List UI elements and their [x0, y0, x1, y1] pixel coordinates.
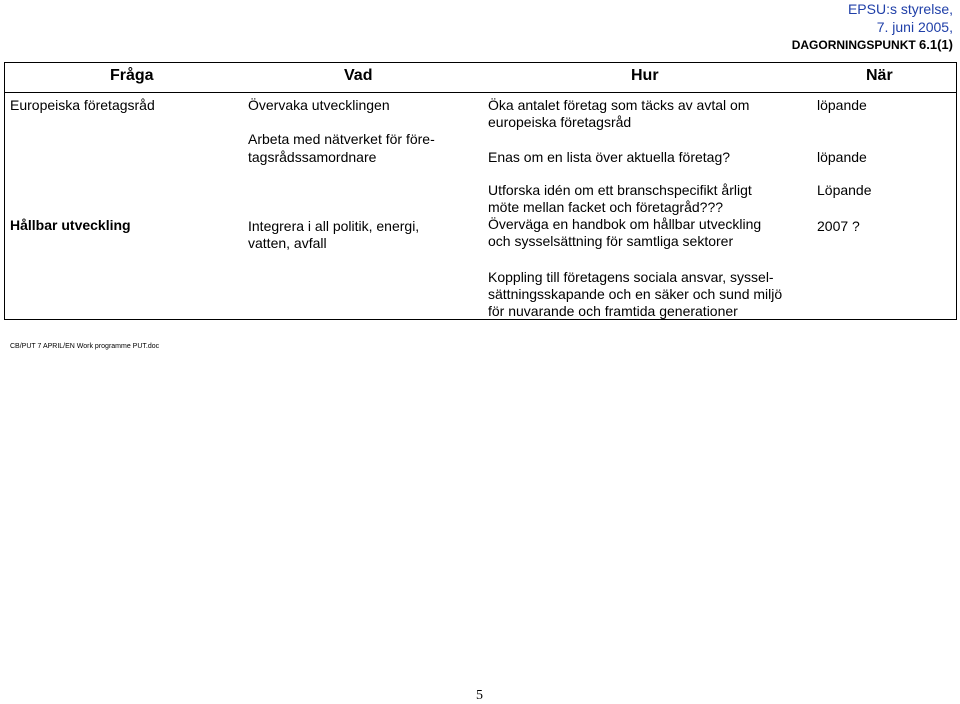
row2-hur-2a: Överväga en handbok om hållbar utveckling: [488, 216, 762, 232]
column-header-nar: När: [866, 67, 893, 84]
row2-hur-3b: sättningsskapande och en säker och sund miljö: [488, 286, 783, 302]
row1-hur-1a: Öka antalet företag som täcks av avtal om: [488, 97, 750, 113]
header-line-1: EPSU:s styrelse,: [847, 1, 953, 17]
agenda-item-number: 6.1(1): [919, 37, 953, 52]
document-header: [792, 0, 953, 54]
row1-fraga: Europeiska företagsråd: [10, 97, 155, 113]
page-number: 5: [476, 688, 483, 703]
row2-vad-a: Integrera i all politik, energi,: [248, 218, 420, 234]
row1-nar-2: löpande: [817, 149, 867, 165]
row1-hur-1b: europeiska företagsråd: [488, 114, 632, 130]
row2-hur-1b: möte mellan facket och företagråd???: [488, 199, 724, 215]
footer-filename: CB/PUT 7 APRIL/EN Work programme PUT.doc: [10, 343, 160, 350]
row1-vad-1: Övervaka utvecklingen: [248, 97, 390, 113]
row2-fraga: Hållbar utveckling: [10, 217, 131, 233]
column-header-fraga: Fråga: [110, 67, 154, 84]
column-header-vad: Vad: [344, 67, 373, 84]
table-header-row: [5, 63, 956, 93]
row2-vad-b: vatten, avfall: [248, 235, 327, 251]
row2-nar-2: 2007 ?: [817, 218, 860, 234]
row1-vad-2a: Arbeta med nätverket för före-: [248, 131, 435, 147]
row2-hur-1a: Utforska idén om ett branschspecifikt årligt: [488, 182, 752, 198]
row2-hur-3a: Koppling till företagens sociala ansvar, syssel-: [488, 269, 774, 285]
header-line-3: [792, 36, 953, 54]
row1-nar-1: löpande: [817, 97, 867, 113]
column-header-hur: Hur: [631, 67, 659, 84]
row1-vad-2b: tagsrådssamordnare: [248, 149, 377, 165]
row2-hur-3c: för nuvarande och framtida generationer: [488, 303, 738, 319]
agenda-label: DAGORNINGSPUNKT: [791, 38, 920, 52]
row2-nar-1: Löpande: [817, 182, 872, 198]
row1-hur-2: Enas om en lista över aktuella företag?: [488, 149, 731, 165]
header-line-2: 7. juni 2005,: [876, 19, 953, 35]
row2-hur-2b: och sysselsättning för samtliga sektorer: [488, 233, 734, 249]
work-programme-table: [4, 62, 957, 320]
